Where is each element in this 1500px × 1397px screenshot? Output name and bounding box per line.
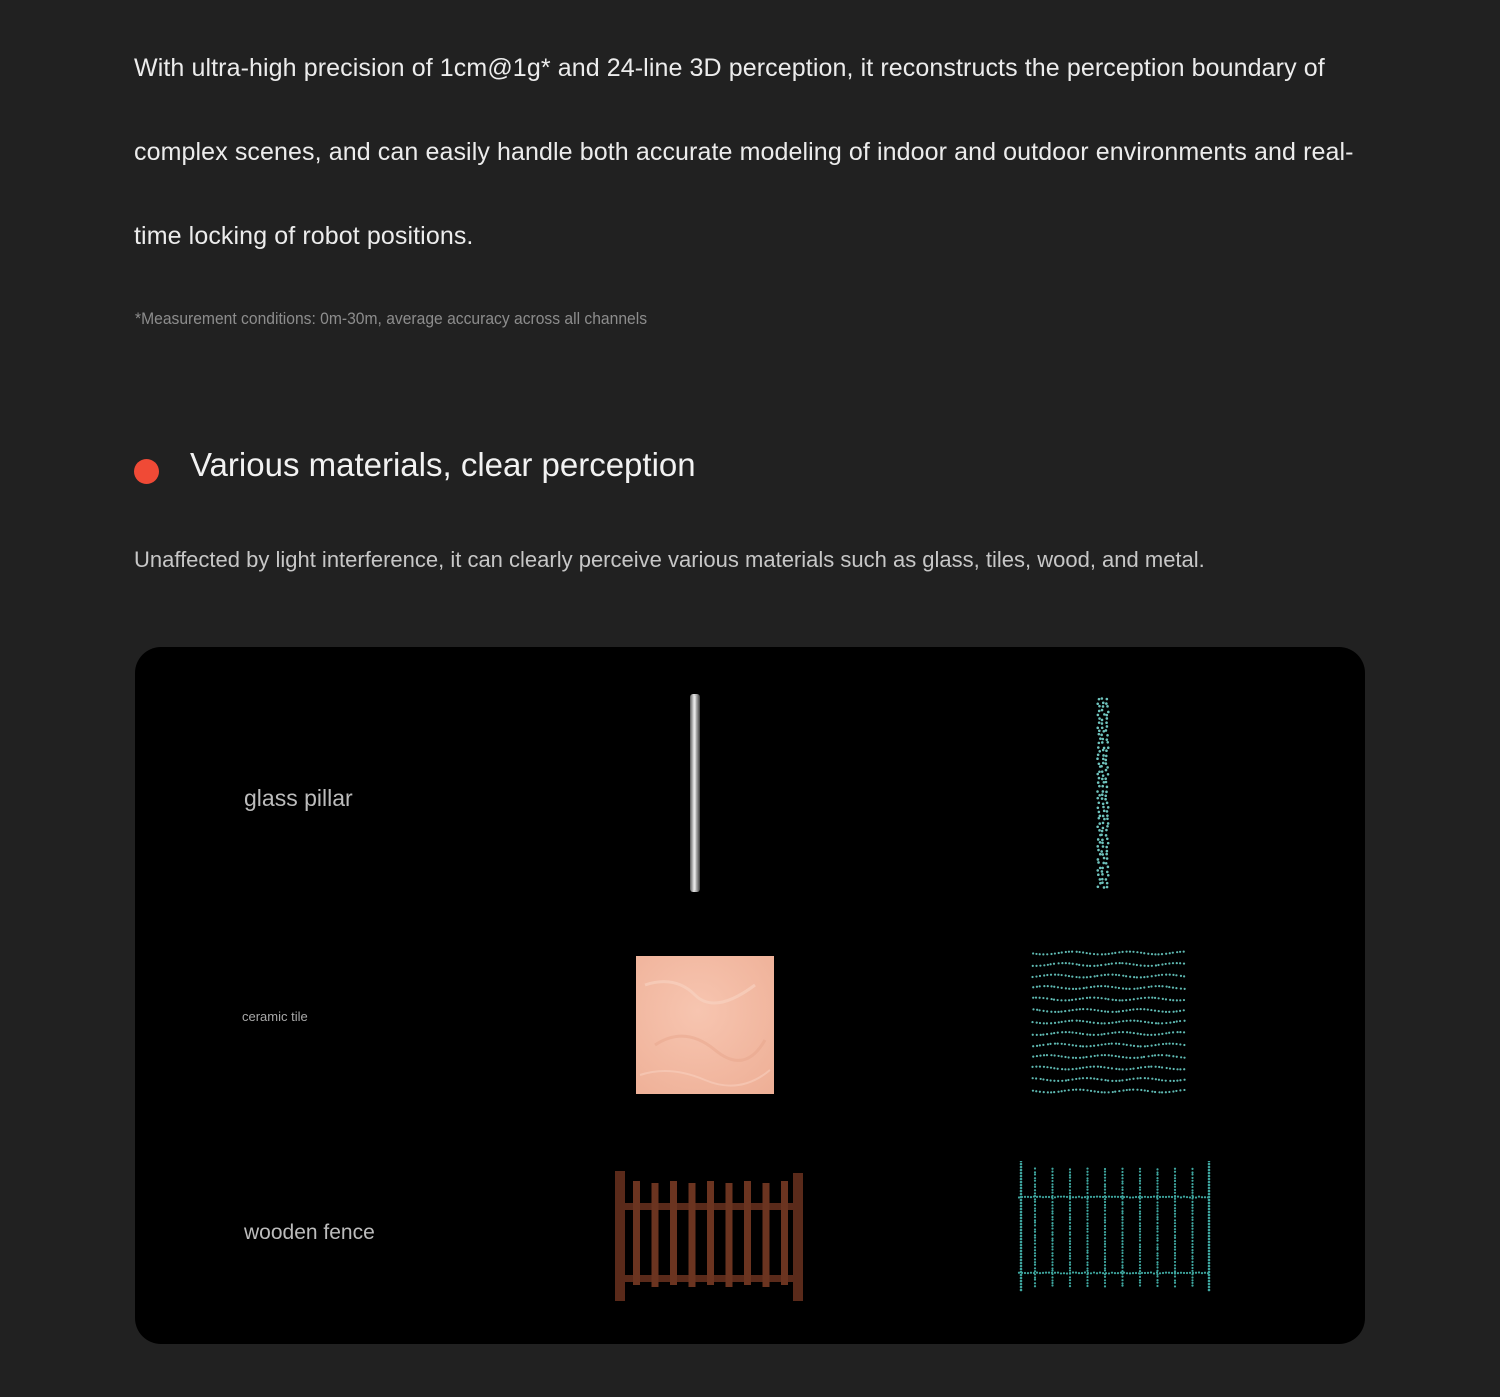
material-label-ceramic-tile: ceramic tile xyxy=(242,1009,308,1024)
wooden-fence-pointcloud-icon xyxy=(1017,1161,1213,1295)
ceramic-tile-pointcloud-icon xyxy=(1030,949,1190,1099)
section-title: Various materials, clear perception xyxy=(190,446,696,483)
material-label-glass-pillar: glass pillar xyxy=(244,785,353,811)
glass-pillar-pointcloud-icon xyxy=(1090,695,1120,895)
ceramic-tile-photo-icon xyxy=(635,955,775,1095)
measurement-footnote: *Measurement conditions: 0m-30m, average accuracy across all channels xyxy=(135,309,648,328)
section-bullet-icon xyxy=(134,459,159,484)
intro-paragraph: With ultra-high precision of 1cm@1g* and 24-line 3D perception, it reconstructs the perception boundary of complex scenes, and can easily handle both accurate modeling of indoor and outdoor environments and real-time locking of robot positions. xyxy=(134,54,1354,250)
wooden-fence-photo-icon xyxy=(613,1167,805,1303)
material-label-wooden-fence: wooden fence xyxy=(244,1221,375,1244)
materials-comparison-panel xyxy=(135,647,1365,1344)
section-description: Unaffected by light interference, it can clearly perceive various materials such as glass, tiles, wood, and metal. xyxy=(134,547,1205,572)
glass-pillar-photo-icon xyxy=(683,692,713,896)
